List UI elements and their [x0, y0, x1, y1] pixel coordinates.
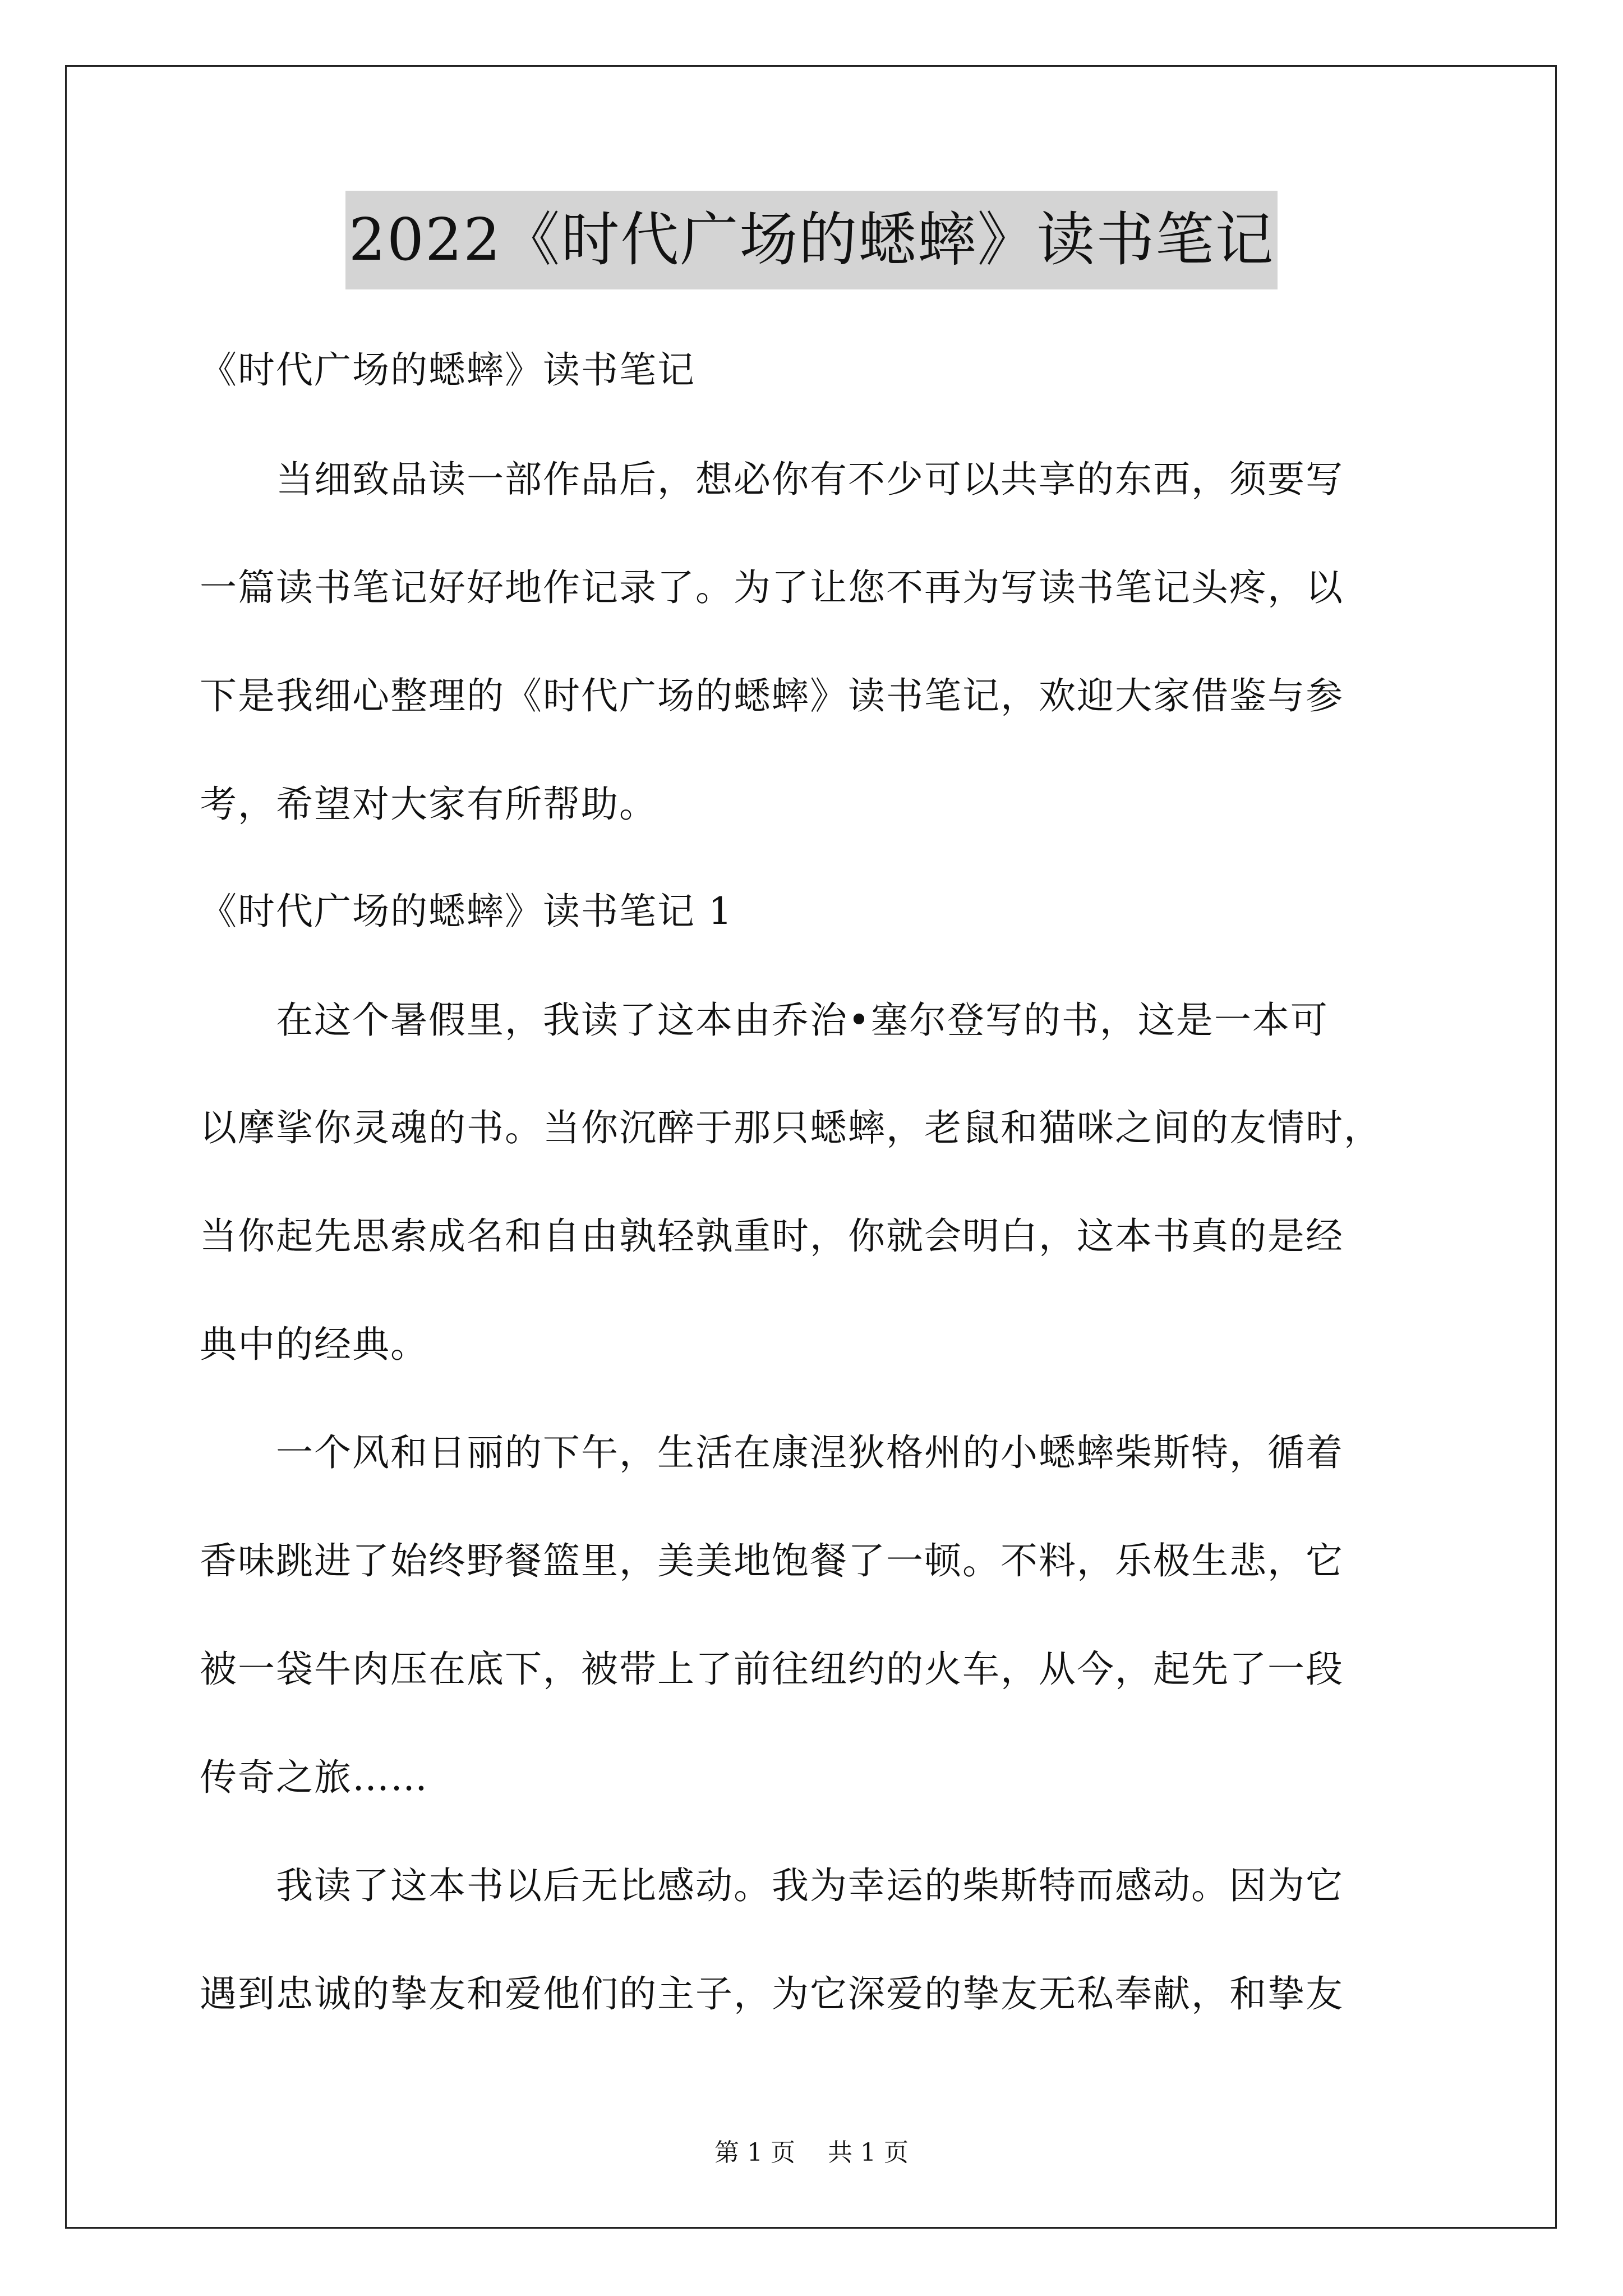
title-container: [0, 191, 1623, 289]
body-line: 典中的经典。: [200, 1323, 428, 1366]
section-heading: 《时代广场的蟋蟀》读书笔记: [200, 348, 695, 392]
body-line: 以摩挲你灵魂的书。当你沉醉于那只蟋蟀，老鼠和猫咪之间的友情时，: [200, 1106, 1382, 1149]
body-line: 当细致品读一部作品后，想必你有不少可以共享的东西，须要写: [200, 458, 1344, 501]
body-line: 遇到忠诚的挚友和爱他们的主子，为它深爱的挚友无私奉献，和挚友: [200, 1972, 1344, 2016]
body-line: 传奇之旅……: [200, 1756, 428, 1799]
page-number-footer: 第 1 页 共 1 页: [714, 2138, 909, 2167]
body-line: 香味跳进了始终野餐篮里，美美地饱餐了一顿。不料，乐极生悲，它: [200, 1539, 1344, 1582]
body-line: 在这个暑假里，我读了这本由乔治•塞尔登写的书，这是一本可: [200, 999, 1329, 1042]
body-line: 被一袋牛肉压在底下，被带上了前往纽约的火车，从今，起先了一段: [200, 1648, 1344, 1691]
body-line: 下是我细心整理的《时代广场的蟋蟀》读书笔记，欢迎大家借鉴与参: [200, 674, 1344, 717]
body-line: 当你起先思索成名和自由孰轻孰重时，你就会明白，这本书真的是经: [200, 1214, 1344, 1258]
body-line: 我读了这本书以后无比感动。我为幸运的柴斯特而感动。因为它: [200, 1864, 1344, 1907]
section-heading: 《时代广场的蟋蟀》读书笔记 1: [200, 890, 733, 933]
body-line: 一篇读书笔记好好地作记录了。为了让您不再为写读书笔记头疼，以: [200, 566, 1344, 609]
document-title: 2022《时代广场的蟋蟀》读书笔记: [345, 191, 1278, 289]
body-line: 一个风和日丽的下午，生活在康涅狄格州的小蟋蟀柴斯特，循着: [200, 1431, 1344, 1474]
body-line: 考，希望对大家有所帮助。: [200, 783, 657, 826]
